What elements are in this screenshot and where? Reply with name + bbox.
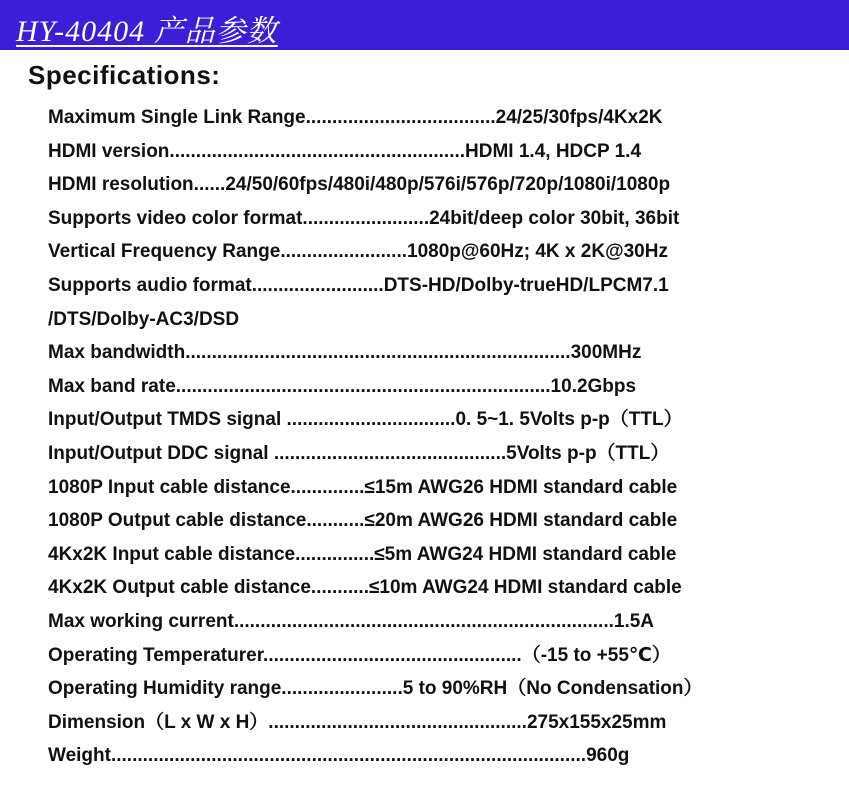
spec-line: 4Kx2K Input cable distance...............≤5m AWG24 HDMI standard cable: [48, 543, 677, 565]
spec-line: Maximum Single Link Range....................................24/25/30fps/4Kx2K: [48, 107, 663, 128]
spec-line: HDMI version........................................................HDMI 1.4, HDCP 1.4: [48, 140, 642, 162]
spec-line: Input/Output TMDS signal ................................0. 5~1. 5Volts p-p（TTL）: [48, 409, 683, 431]
spec-line: Max working current........................................................................1.5A: [48, 610, 655, 632]
spec-line: Input/Output DDC signal ............................................5Volts p-p（TTL）: [48, 442, 670, 464]
spec-line: Max band rate.......................................................................10.2Gbps: [48, 375, 637, 397]
spec-line: 1080P Output cable distance...........≤20m AWG26 HDMI standard cable: [48, 510, 678, 532]
spec-line: Supports audio format.........................DTS-HD/Dolby-trueHD/LPCM7.1: [48, 274, 669, 296]
title-banner: [0, 0, 849, 50]
spec-line-continued: /DTS/Dolby-AC3/DSD: [48, 308, 240, 330]
product-title: HY-40404 产品参数: [16, 15, 278, 48]
spec-line: Operating Temperaturer.................................................（-15 to +55℃）: [48, 644, 671, 666]
spec-line: Operating Humidity range.......................5 to 90%RH（No Condensation）: [48, 678, 703, 700]
spec-list: [48, 101, 818, 773]
spec-line: Supports video color format........................24bit/deep color 30bit, 36bit: [48, 207, 680, 229]
spec-line: Dimension（L x W x H）.................................................275x155x25mm: [48, 711, 667, 733]
spec-line: 1080P Input cable distance..............≤15m AWG26 HDMI standard cable: [48, 476, 678, 498]
spec-line: HDMI resolution......24/50/60fps/480i/480p/576i/576p/720p/1080i/1080p: [48, 174, 671, 196]
spec-line: Vertical Frequency Range........................1080p@60Hz; 4K x 2K@30Hz: [48, 241, 668, 263]
spec-line: Max bandwidth.........................................................................300MHz: [48, 342, 642, 364]
specifications-heading: Specifications:: [28, 60, 221, 90]
spec-line: Weight..........................................................................................960g: [48, 745, 630, 767]
spec-line: 4Kx2K Output cable distance...........≤10m AWG24 HDMI standard cable: [48, 577, 682, 599]
